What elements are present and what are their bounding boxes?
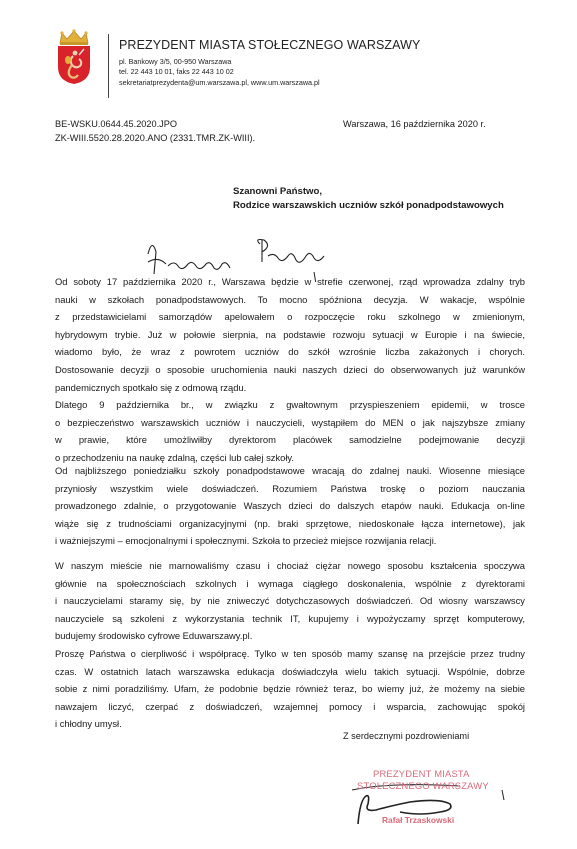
signatory-name: Rafał Trzaskowski xyxy=(382,815,455,825)
text-line: i nauczycielami staramy się, by nie zniweczyć dotychczasowych doświadczeń. Od wiosny warszawscy xyxy=(55,595,525,607)
text-line: głównie na społecznościach szkolnych i wymaga ciągłego doskonalenia, wspólnie z dyrektorami xyxy=(55,577,525,589)
reference-number-1: BE-WSKU.0644.45.2020.JPO xyxy=(55,119,178,129)
text-line: i chłodny umysł. xyxy=(55,718,122,730)
text-line: sobie z nimi poradziliśmy. Ufam, że podobnie będzie również teraz, bo wiemy już, że możemy na siebie xyxy=(55,683,525,695)
stamp-line-2: STOŁECZNEGO WARSZAWY xyxy=(357,780,489,791)
text-line: Dostosowanie decyzji o sposobie uruchomienia nauki naszych dzieci do obserwowanych już warunków xyxy=(55,363,525,375)
text-line: czas. W ostatnich latach warszawska edukacja doświadczyła wielu takich sytuacji. Wspólnie, dobrze xyxy=(55,665,525,677)
reference-number-2: ZK-WIII.5520.28.2020.ANO (2331.TMR.ZK-WIII). xyxy=(55,133,256,143)
salutation-line-1: Szanowni Państwo, xyxy=(233,186,323,197)
header-address: pl. Bankowy 3/5, 00-950 Warszawa xyxy=(119,57,232,66)
header-phone: tel. 22 443 10 01, faks 22 443 10 02 xyxy=(119,67,234,76)
text-line: W naszym mieście nie marnowaliśmy czasu i chociaż ciężar nowego sposobu kształcenia spoczywa xyxy=(55,560,525,571)
text-line: hybrydowym trybie. Już w połowie sierpnia, na podstawie rozwoju sytuacji w Europie i na świecie, xyxy=(55,328,525,340)
text-line: wiąże się z trudnościami organizacyjnymi (np. braki sprzętowe, niedoskonałe łącza internetowe), jak xyxy=(55,517,525,529)
closing: Z serdecznymi pozdrowieniami xyxy=(343,731,470,741)
text-line: nawzajem liczyć, czerpać z doświadczeń, wzajemnej pomocy i wsparcia, zachowując spokój xyxy=(55,700,525,712)
stamp-line-1: PREZYDENT MIASTA xyxy=(373,768,470,779)
paragraph-1 xyxy=(55,273,525,467)
header-contact: sekretariatprezydenta@um.warszawa.pl, www.um.warszawa.pl xyxy=(119,78,320,87)
header-divider xyxy=(108,34,109,98)
text-line: Od najbliższego poniedziałku szkoły ponadpodstawowe wracają do zdalnej nauki. Wiosenne miesiące xyxy=(55,465,525,476)
text-line: Dlatego 9 października br., w związku z gwałtownym przyspieszeniem epidemii, w trosce xyxy=(55,399,525,411)
paragraph-2 xyxy=(55,462,525,550)
text-line: nauczyciele są szkoleni z wykorzystania technik IT, kupujemy i wypożyczamy sprzęt komputerowy, xyxy=(55,612,525,624)
text-line: o bezpieczeństwo warszawskich uczniów i nauczycieli, wystąpiłem do MEN o jak najszybsze zmiany xyxy=(55,416,525,428)
text-line: Od soboty 17 października 2020 r., Warszawa będzie w strefie czerwonej, rząd wprowadza zdalny tryb xyxy=(55,276,525,287)
text-line: pandemicznych spotkało się z odmową rządu. xyxy=(55,381,247,393)
text-line: przyniosły wszystkim wiele doświadczeń. Rozumiem Państwa troskę o poziom nauczania xyxy=(55,482,525,494)
org-name: PREZYDENT MIASTA STOŁECZNEGO WARSZAWY xyxy=(119,38,421,52)
text-line: nauki w szkołach ponadpodstawowych. To mocno spóźniona decyzja. W wakacje, wspólnie xyxy=(55,293,525,305)
text-line: i ważniejszymi – emocjonalnymi i społecznymi. Szkoła to przecież miejsce rozwijania relacji. xyxy=(55,535,437,547)
text-line: prowadzonego zdalnie, o przygotowanie Waszych dzieci do dalszych etapów nauki. Edukacja on-line xyxy=(55,500,525,512)
paragraph-3 xyxy=(55,557,525,733)
text-line: o przechodzeniu na naukę zdalną, części lub całej szkoły. xyxy=(55,451,295,463)
text-line: w prawie, które umożliwiłby dyrektorom placówek samodzielne podejmowanie decyzji xyxy=(55,434,525,446)
text-line: wiadomo było, że wraz z powrotem uczniów do szkół wzrośnie liczba zakażonych i chorych. xyxy=(55,346,525,358)
text-line: Proszę Państwa o cierpliwość i współpracę. Tylko w ten sposób mamy szansę na przejście przez trudny xyxy=(55,647,525,659)
letter-date: Warszawa, 16 października 2020 r. xyxy=(343,119,486,129)
salutation-line-2: Rodzice warszawskich uczniów szkół ponadpodstawowych xyxy=(233,200,504,211)
text-line: z przedstawicielami samorządów apelowałem o rozpoczęcie roku szkolnego w zmienionym, xyxy=(55,311,525,323)
text-line: budujemy środowisko cyfrowe Eduwarszawy.pl. xyxy=(55,630,253,642)
warsaw-crest-icon xyxy=(54,29,94,85)
